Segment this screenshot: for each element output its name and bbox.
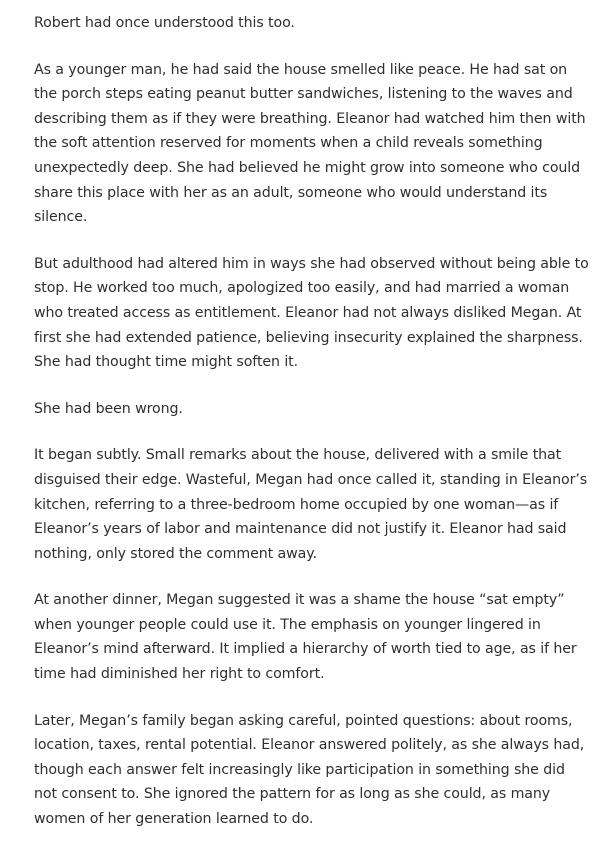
paragraph: She had been wrong. [34,400,183,417]
paragraph: Later, Megan’s family began asking careful, pointed questions: about rooms, location, taxes, rental potential. Eleanor answered politely, as she always had, though each answer felt increasingly like participation in something she did not consent to. She ignored the pattern for as long as she could, as many women of her generation learned to do. [34,712,585,828]
document-body [34,11,590,832]
paragraph: It began subtly. Small remarks about the house, delivered with a smile that disguised their edge. Wasteful, Megan had once called it, standing in Eleanor’s kitchen, referring to a three-bedroom home occupied by one woman—as if Eleanor’s years of labor and maintenance did not justify it. Eleanor had said nothing, only stored the comment away. [34,447,588,562]
paragraph: As a younger man, he had said the house smelled like peace. He had sat on the porch steps eating peanut butter sandwiches, listening to the waves and describing them as if they were breathing. Eleanor had watched him then with the soft attention reserved for moments when a child reveals something unexpectedly deep. She had believed he might grow into someone who could share this place with her as an adult, someone who would understand its silence. [34,61,586,226]
paragraph: Robert had once understood this too. [34,15,295,31]
paragraph: At another dinner, Megan suggested it was a shame the house “sat empty” when younger people could use it. The emphasis on younger lingered in Eleanor’s mind afterward. It implied a hierarchy of worth tied to age, as if her time had diminished her right to comfort. [34,592,577,683]
paragraph: But adulthood had altered him in ways she had observed without being able to stop. He worked too much, apologized too easily, and had married a woman who treated access as entitlement. Eleanor had not always disliked Megan. At first she had extended patience, believing insecurity explained the sharpness. She had thought time might soften it. [34,255,589,371]
